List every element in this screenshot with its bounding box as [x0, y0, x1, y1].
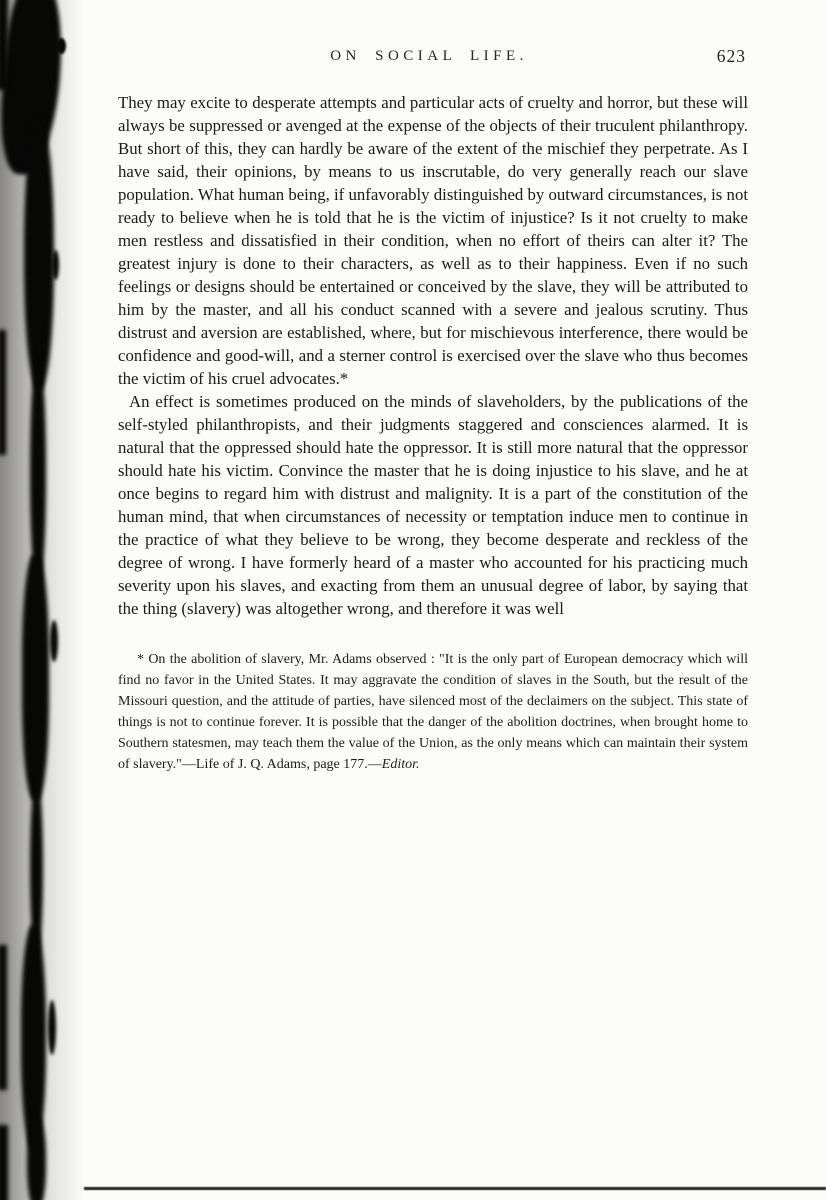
running-title: ON SOCIAL LIFE. — [330, 48, 528, 64]
footnote — [118, 649, 748, 775]
paragraph: An effect is sometimes produced on the minds of slaveholders, by the publications of the self-styled philanthropists, and their judgments staggered and consciences alarmed. It is natural that the oppressed should hate the oppressor. It is still more natural that the oppressor should hate his victim. Convince the master that he is doing injustice to his slave, and he at once begins to regard him with distrust and malignity. It is a part of the constitution of the human mind, that when circumstances of necessity or temptation induce men to continue in the practice of what they believe to be wrong, they become desperate and reckless of the degree of wrong. I have formerly heard of a master who accounted for his practicing much severity upon his slaves, and exacting from them an unusual degree of labor, by saying that the thing (slavery) was altogether wrong, and therefore it was well — [118, 392, 748, 618]
ink-blot — [30, 355, 46, 590]
page-header — [118, 46, 748, 80]
scan-artifact-bottom-line — [84, 1187, 826, 1190]
ink-speck — [52, 250, 59, 280]
ink-speck — [50, 620, 58, 662]
page-number: 623 — [716, 46, 746, 66]
page-content — [118, 46, 748, 775]
ink-blot — [0, 0, 69, 177]
ink-speck — [57, 38, 66, 54]
ink-blot — [0, 330, 6, 455]
ink-speck — [48, 1000, 56, 1055]
footnote-editor-credit: Editor. — [381, 757, 420, 772]
ink-blot — [24, 120, 54, 390]
ink-blot — [30, 775, 43, 960]
page-body — [118, 91, 748, 620]
ink-blot — [0, 0, 8, 90]
binding-shadow — [0, 0, 85, 1200]
footnote-text: * On the abolition of slavery, Mr. Adams observed : "It is the only part of European democracy which will find no favor in the United States. It may aggravate the condition of slaves in the South, but the result of the Missouri question, and the attitude of parties, have silenced most of the declaimers on the subject. This state of things is not to continue forever. It is possible that the danger of the abolition doctrines, when brought home to Southern statesmen, may teach them the value of the Union, as the only means which can maintain their system of slavery."—Life of J. Q. Adams, page 177.— — [118, 652, 748, 772]
ink-blot — [27, 1115, 46, 1200]
ink-blot — [22, 555, 49, 800]
ink-blot — [21, 925, 46, 1150]
ink-blot — [0, 1125, 8, 1200]
paragraph: They may excite to desperate attempts and particular acts of cruelty and horror, but these will always be suppressed or avenged at the expense of the objects of their truculent philanthropy. But short of this, they can hardly be aware of the extent of the mischief they perpetrate. As I have said, their opinions, by means to us inscrutable, do very generally reach our slave population. What human being, if unfavorably distinguished by outward circumstances, is not ready to believe when he is told that he is the victim of injustice? Is it not cruelty to make men restless and dissatisfied in their condition, when no effort of theirs can alter it? The greatest injury is done to their characters, as well as to their happiness. Even if no such feelings or designs should be entertained or conceived by the slave, they will be attributed to him by the master, and all his conduct scanned with a severe and jealous scrutiny. Thus distrust and aversion are established, where, but for mischievous interference, there would be confidence and good-will, and a sterner control is exercised over the slave who thus becomes the victim of his cruel advocates.* — [118, 93, 748, 388]
ink-blot — [0, 945, 7, 1090]
scan-artifact-left-edge — [0, 0, 95, 1200]
